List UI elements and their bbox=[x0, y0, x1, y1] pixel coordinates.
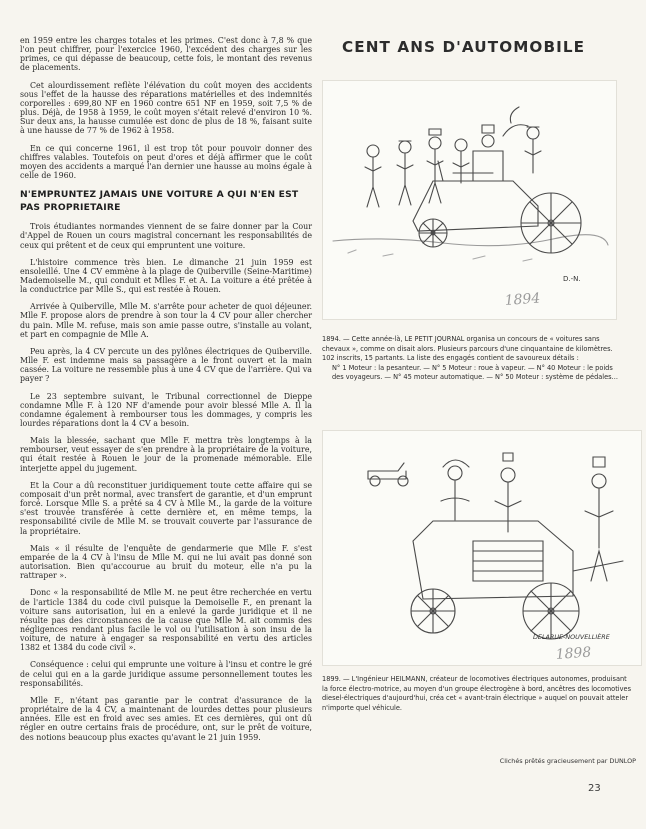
paragraph-story-6: Mais la blessée, sachant que Mlle F. mettra très longtemps à la rembourser, veut essayer de s'en prendre à la propriétaire de la voiture, qui était restée à Rouen le jour de la promenade mémorable. Elle interjette appel du jugement. bbox=[20, 436, 312, 473]
paragraph-story-5: Le 23 septembre suivant, le Tribunal correctionnel de Dieppe condamne Mlle F. à 120 NF d'amende pour avoir blessé Mlle A. Il la condamne également à rembourser tous les dommages, y compris les lourdes réparations dont la 4 CV a besoin. bbox=[20, 391, 312, 428]
caption-1899: 1899. — L'Ingénieur HEILMANN, créateur de locomotives électriques autonomes, produisant la force électro-motrice, au moyen d'un groupe électrogène à bord, ancêtres des locomotives diesel-électriques d'aujourd'hui, créa cet « avant-train électrique » auquel on pouvait atteler n'importe quel véhicule. bbox=[322, 675, 632, 712]
page-number: 23 bbox=[588, 783, 601, 794]
artist-signature-2: DELARUE-NOUVELLIÈRE bbox=[533, 633, 610, 641]
section-heading: N'EMPRUNTEZ JAMAIS UNE VOITURE A QUI N'EN EST PAS PROPRIETAIRE bbox=[20, 189, 299, 214]
masthead-title: CENT ANS D'AUTOMOBILE bbox=[342, 38, 586, 56]
year-mark-1894: 1894 bbox=[504, 290, 541, 309]
paragraph-story-8: Mais « il résulte de l'enquête de gendarmerie que Mlle F. s'est emparée de la 4 CV à l'insu de Mlle M. qui ne lui avait pas donné son autorisation. Bien qu'accourue au bruit du moteur, elle n'a pu la rattraper ». bbox=[20, 543, 312, 581]
paragraph-story-11: Mlle F., n'étant pas garantie par le contrat d'assurance de la propriétaire de la 4 CV, a maintenant de lourdes dettes pour plusieurs années. Elle est en froid avec ses amies. Et ces dernières, qui ont dû régler en outre certains frais de procédure, ont, sur le prêt de voiture, des notions beaucoup plus exactes qu'avant le 21 juin 1959. bbox=[20, 695, 312, 742]
paragraph-intro-3: En ce qui concerne 1961, il est trop tôt pour pouvoir donner des chiffres valables. Toutefois on peut d'ores et déjà affirmer que le coût moyen des accidents a marqué l'an dernier une hausse au moins égale à celle de 1960. bbox=[20, 143, 312, 181]
paragraph-story-3: Arrivée à Quiberville, Mlle M. s'arrête pour acheter de quoi déjeuner. Mlle F. propose alors de prendre à son tour la 4 CV pour aller chercher du pain. Mlle M. refuse, mais son amie passe outre, s'installe au volant, et part en compagnie de Mlle A. bbox=[20, 302, 312, 339]
left-column bbox=[20, 36, 312, 750]
electric-car-drawing bbox=[323, 431, 641, 665]
paragraph-intro-2: Cet alourdissement reflète l'élévation du coût moyen des accidents sous l'effet de la hausse des réparations matérielles et des indemnités corporelles : 699,80 NF en 1960 contre 651 NF en 1959, soit 7,5 % de plus. Déjà, de 1958 à 1959, le coût moyen s'était relevé d'environ 10 %. Sur deux ans, la hausse cumulée est donc de plus de 18 %, faisant suite à une hausse de 77 % de 1962 à 1958. bbox=[20, 80, 312, 136]
paragraph-story-7: Et la Cour a dû reconstituer juridiquement toute cette affaire qui se composait d'un prêt normal, avec transfert de garantie, et d'un emprunt forcé. Lorsque Mlle S. a prêté sa 4 CV à Mlle M., la garde de la voiture s'est trouvée transférée à cette dernière et, en même temps, la responsabilité civile de Mlle M. se trouvait couverte par l'assurance de la propriétaire. bbox=[20, 480, 312, 536]
paragraph-story-1: Trois étudiantes normandes viennent de se faire donner par la Cour d'Appel de Rouen un cours magistral concernant les responsabilités de ceux qui prêtent et de ceux qui empruntent une voiture. bbox=[20, 222, 312, 250]
caption-1894 bbox=[322, 335, 618, 383]
illustration-1898-electric bbox=[322, 430, 642, 666]
paragraph-story-2: L'histoire commence très bien. Le dimanche 21 juin 1959 est ensoleillé. Une 4 CV emmène à la plage de Quiberville (Seine-Maritime) Mademoiselle M., qui conduit et Mlles F. et A. La voiture a été prêtée à la conductrice par Mlle S., qui est restée à Rouen. bbox=[20, 257, 312, 295]
caption-1894-details: N° 1 Moteur : la pesanteur. — N° 5 Moteur : roue à vapeur. — N° 40 Moteur : le poids des voyageurs. — N° 45 moteur automatique. — N° 50 Moteur : système de pédales... bbox=[332, 363, 618, 382]
paragraph-story-10: Conséquence : celui qui emprunte une voiture à l'insu et contre le gré de celui qui en a la garde juridique assume personnellement toutes les responsabilités. bbox=[20, 660, 312, 688]
paragraph-story-4: Peu après, la 4 CV percute un des pylônes électriques de Quiberville. Mlle F. est indemne mais sa passagère a le front ouvert et la main cassée. La voiture ne ressemble plus à une 4 CV que de l'arrière. Qui va payer ? bbox=[20, 346, 312, 384]
illustration-1894-carriage bbox=[322, 80, 617, 320]
carriage-drawing bbox=[323, 81, 616, 319]
caption-1894-main: 1894. — Cette année-là, LE PETIT JOURNAL organisa un concours de « voitures sans chevaux », comme on disait alors. Plusieurs parcours d'une cinquantaine de kilomètres. 102 inscrits, 15 partants. La liste des engagés contient de savoureux détails : bbox=[322, 335, 613, 363]
paragraph-story-9: Donc « la responsabilité de Mlle M. ne peut être recherchée en vertu de l'article 1384 du code civil puisque la Demoiselle F., en prenant la voiture sans autorisation, lui en a enlevé la garde juridique et il ne résulte pas des circonstances de la cause que Mlle M. ait commis des négligences rendant plus facile le vol ou l'utilisation à son insu de la voiture, de nature à engager sa responsabilité en vertu des articles 1382 et 1384 du code civil ». bbox=[20, 588, 312, 653]
artist-signature-1: D.-N. bbox=[563, 275, 581, 283]
photo-credits: Clichés prêtés gracieusement par DUNLOP bbox=[499, 757, 636, 765]
paragraph-intro-1: en 1959 entre les charges totales et les primes. C'est donc à 7,8 % que l'on peut chiffrer, pour l'exercice 1960, l'excédent des charges sur les primes, ce qui dépasse de beaucoup, cette fois, le montant des revenus de placements. bbox=[20, 36, 312, 73]
year-mark-1898: 1898 bbox=[555, 644, 592, 663]
